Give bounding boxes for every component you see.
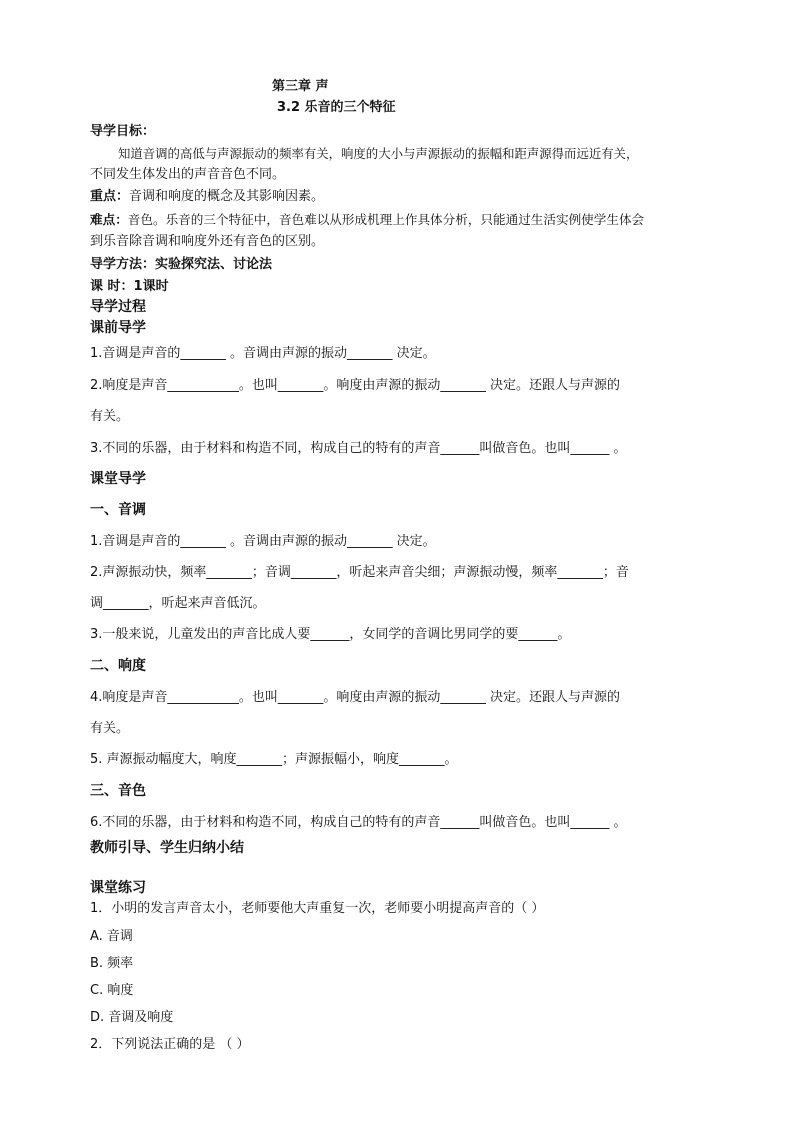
method-line: 导学方法：实验探究法、讨论法 <box>90 257 273 272</box>
class-question-4: 4.响度是声音___________。也叫_______。响度由声源的振动_______ 决定。还跟人与声源的 <box>90 690 621 705</box>
pre-question-3: 3.不同的乐器，由于材料和构造不同，构成自己的特有的声音______叫做音色。也叫______ 。 <box>90 441 627 456</box>
pre-question-2-cont: 有关。 <box>90 409 130 424</box>
class-question-1: 1.音调是声音的_______ 。音调由声源的振动_______ 决定。 <box>90 534 436 549</box>
pre-class-heading: 课前导学 <box>90 320 146 336</box>
practice-question-1: 1．小明的发言声音太小，老师要他大声重复一次，老师要小明提高声音的（ ） <box>90 901 545 916</box>
section-pitch-heading: 一、音调 <box>90 502 146 518</box>
class-question-5: 5. 声源振动幅度大，响度_______；声源振幅小，响度_______。 <box>90 752 458 767</box>
process-heading: 导学过程 <box>90 299 146 315</box>
practice-heading: 课堂练习 <box>90 880 146 896</box>
goal-line-2: 不同发生体发出的声音音色不同。 <box>90 167 286 182</box>
practice-question-2: 2．下列说法正确的是 （ ） <box>90 1037 250 1052</box>
goal-label: 导学目标： <box>90 124 156 139</box>
key-text: 音调和响度的概念及其影响因素。 <box>129 189 325 204</box>
practice-option-c: C. 响度 <box>90 983 134 998</box>
class-guide-heading: 课堂导学 <box>90 471 146 487</box>
difficulty-text: 音色。乐音的三个特征中，音色难以从形成机理上作具体分析，只能通过生活实例使学生体会 <box>127 212 645 227</box>
difficulty-line-2: 到乐音除音调和响度外还有音色的区别。 <box>90 234 325 249</box>
summary-heading: 教师引导、学生归纳小结 <box>90 840 244 856</box>
key-label: 重点： <box>90 189 130 204</box>
goal-line-1: 知道音调的高低与声源振动的频率有关，响度的大小与声源振动的振幅和距声源得而远近有关， <box>118 146 639 161</box>
chapter-title: 第三章 声 <box>272 79 329 94</box>
practice-option-a: A. 音调 <box>90 929 133 944</box>
practice-option-d: D. 音调及响度 <box>90 1010 174 1025</box>
practice-option-b: B. 频率 <box>90 956 134 971</box>
section-title: 3.2 乐音的三个特征 <box>277 100 396 115</box>
difficulty-label: 难点： <box>90 212 128 227</box>
difficulty-line-1 <box>90 212 644 228</box>
period-line: 课 时：1课时 <box>90 279 169 294</box>
pre-question-1: 1.音调是声音的_______ 。音调由声源的振动_______ 决定。 <box>90 346 436 361</box>
section-timbre-heading: 三、音色 <box>90 783 146 799</box>
class-question-2: 2.声源振动快，频率_______；音调_______，听起来声音尖细；声源振动慢，频率_______；音 <box>90 565 629 580</box>
pre-question-2: 2.响度是声音___________。也叫_______。响度由声源的振动_______ 决定。还跟人与声源的 <box>90 378 621 393</box>
class-question-4-cont: 有关。 <box>90 721 130 736</box>
class-question-6: 6.不同的乐器，由于材料和构造不同，构成自己的特有的声音______叫做音色。也叫______ 。 <box>90 815 627 830</box>
class-question-3: 3.一般来说，儿童发出的声音比成人要______，女同学的音调比男同学的要______。 <box>90 627 571 642</box>
section-loudness-heading: 二、响度 <box>90 658 146 674</box>
class-question-2-cont: 调_______，听起来声音低沉。 <box>90 596 266 611</box>
key-point <box>90 189 324 205</box>
